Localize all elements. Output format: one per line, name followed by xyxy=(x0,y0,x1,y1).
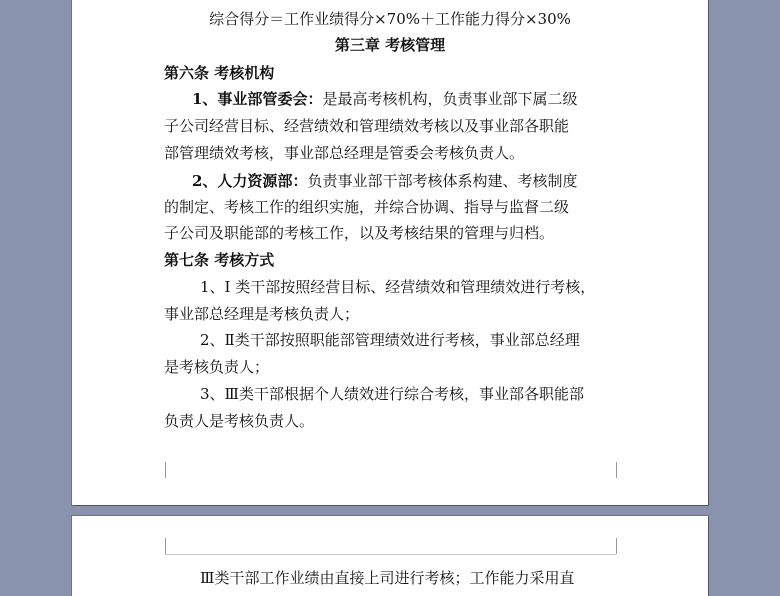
margin-guide-line xyxy=(165,554,616,555)
article7-item1-line2: 事业部总经理是考核负责人； xyxy=(164,305,360,323)
article7-item1-line1: 1、I 类干部按照经营目标、经营绩效和管理绩效进行考核， xyxy=(200,278,596,296)
article6-item1-text: 是最高考核机构，负责事业部下属二级 xyxy=(322,90,578,108)
chapter-title: 第三章 考核管理 xyxy=(334,36,446,54)
margin-corner-mark-right xyxy=(616,538,617,554)
article7-item3-line1: 3、Ⅲ类干部根据个人绩效进行综合考核，事业部各职能部 xyxy=(200,385,585,403)
article6-item1-line1 xyxy=(192,89,577,109)
article6-item2-line1 xyxy=(192,171,577,191)
document-page-1 xyxy=(72,0,708,505)
article6-item1-line2: 子公司经营目标、经营绩效和管理绩效考核以及事业部各职能 xyxy=(164,117,570,135)
article7-item3-line2: 负责人是考核负责人。 xyxy=(164,412,315,430)
article7-item2-line1: 2、Ⅱ类干部按照职能部管理绩效进行考核，事业部总经理 xyxy=(200,331,580,349)
article6-item1-line3: 部管理绩效考核，事业部总经理是管委会考核负责人。 xyxy=(164,144,525,162)
page2-first-line: Ⅲ类干部工作业绩由直接上司进行考核；工作能力采用直 xyxy=(200,569,575,587)
article6-item2-text: 负责事业部干部考核体系构建、考核制度 xyxy=(307,172,578,190)
article6-item2-line3: 子公司及职能部的考核工作，以及考核结果的管理与归档。 xyxy=(164,224,555,242)
article7-item2-line2: 是考核负责人； xyxy=(164,358,270,376)
article6-item1-label: 1、事业部管委会： xyxy=(192,90,323,108)
article6-heading: 第六条 考核机构 xyxy=(164,64,275,82)
article7-heading: 第七条 考核方式 xyxy=(164,251,275,269)
margin-corner-mark-left xyxy=(165,538,166,554)
score-formula: 综合得分＝工作业绩得分×70%＋工作能力得分×30% xyxy=(209,10,571,28)
document-page-2 xyxy=(72,516,708,596)
article6-item2-line2: 的制定、考核工作的组织实施，并综合协调、指导与监督二级 xyxy=(164,198,570,216)
article6-item2-label: 2、人力资源部： xyxy=(192,172,308,190)
margin-corner-mark-right xyxy=(616,462,617,478)
margin-corner-mark-left xyxy=(165,462,166,478)
